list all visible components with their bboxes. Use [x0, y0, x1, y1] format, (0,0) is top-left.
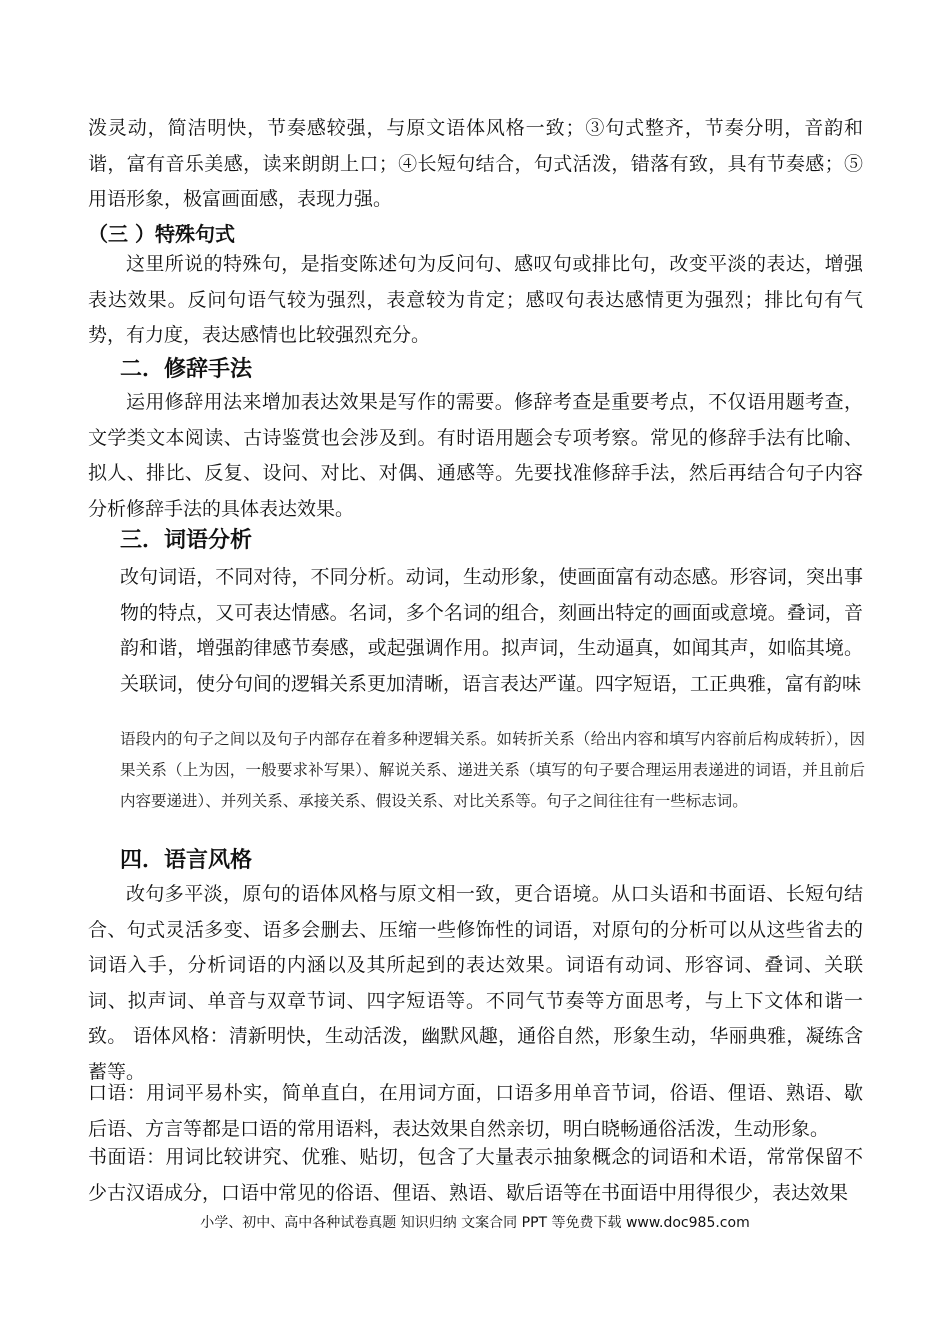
- word-analysis-paragraph: 改句词语，不同对待，不同分析。动词，生动形象，使画面富有动态感。形容词，突出事物的特点，又可表达情感。名词，多个名词的组合，刻画出特定的画面或意境。叠词，音韵和谐，增强韵律感节奏感，或起强调作用。拟声词，生动逼真，如闻其声，如临其境。关联词，使分句间的逻辑关系更加清晰，语言表达严谨。四字短语，工正典雅，富有韵味: [120, 566, 863, 695]
- special-sentences-paragraph: 这里所说的特殊句，是指变陈述句为反问句、感叹句或排比句，改变平淡的表达，增强表达效果。反问句语气较为强烈，表意较为肯定；感叹句表达感情更为强烈；排比句有气势，有力度，表达感情也比较强烈充分。: [88, 253, 863, 346]
- section-heading-special-sentences: （三 ）特殊句式: [88, 222, 235, 246]
- logic-relations-paragraph: 语段内的句子之间以及句子内部存在着多种逻辑关系。如转折关系（给出内容和填写内容前后构成转折），因果关系（上为因，一般要求补写果）、解说关系、递进关系（填写的句子要合理运用表递进的词语，并且前后内容要递进）、并列关系、承接关系、假设关系、对比关系等。句子之间往往有一些标志词。: [120, 730, 865, 810]
- page-footer: 小学、初中、高中各种试卷真题 知识归纳 文案合同 PPT 等免费下载 www.doc985.com: [200, 1215, 750, 1231]
- written-language-paragraph: 书面语：用词比较讲究、优雅、贴切，包含了大量表示抽象概念的词语和术语，常常保留不少古汉语成分，口语中常见的俗语、俚语、熟语、歇后语等在书面语中用得很少，表达效果: [88, 1146, 863, 1204]
- language-style-paragraph: 改句多平淡，原句的语体风格与原文相一致，更合语境。从口头语和书面语、长短句结合、句式灵活多变、语多会删去、压缩一些修饰性的词语，对原句的分析可以从这些省去的词语入手，分析词语的内涵以及其所起到的表达效果。词语有动词、形容词、叠词、关联词、拟声词、单音与双章节词、四字短语等。不同气节奏等方面思考，与上下文体和谐一致。 语体风格：清新明快，生动活泼，幽默风趣，通俗自然，形象生动，华丽典雅，凝练含蓄等。: [88, 883, 863, 1083]
- section-heading-word-analysis: 三．词语分析: [120, 528, 253, 553]
- intro-paragraph: 泼灵动，简洁明快，节奏感较强，与原文语体风格一致；③句式整齐，节奏分明，音韵和谐，富有音乐美感，读来朗朗上口；④长短句结合，句式活泼，错落有致，具有节奏感；⑤用语形象，极富画面感，表现力强。: [88, 117, 863, 210]
- section-heading-rhetoric: 二．修辞手法: [120, 357, 253, 382]
- oral-language-paragraph: 口语：用词平易朴实，简单直白，在用词方面，口语多用单音节词，俗语、俚语、熟语、歇后语、方言等都是口语的常用语料，表达效果自然亲切，明白晓畅通俗活泼，生动形象。: [88, 1082, 863, 1140]
- section-heading-language-style: 四．语言风格: [120, 848, 253, 873]
- rhetoric-paragraph: 运用修辞用法来增加表达效果是写作的需要。修辞考查是重要考点，不仅语用题考查，文学类文本阅读、古诗鉴赏也会涉及到。有时语用题会专项考察。常见的修辞手法有比喻、拟人、排比、反复、设问、对比、对偶、通感等。先要找准修辞手法，然后再结合句子内容分析修辞手法的具体表达效果。: [88, 391, 863, 520]
